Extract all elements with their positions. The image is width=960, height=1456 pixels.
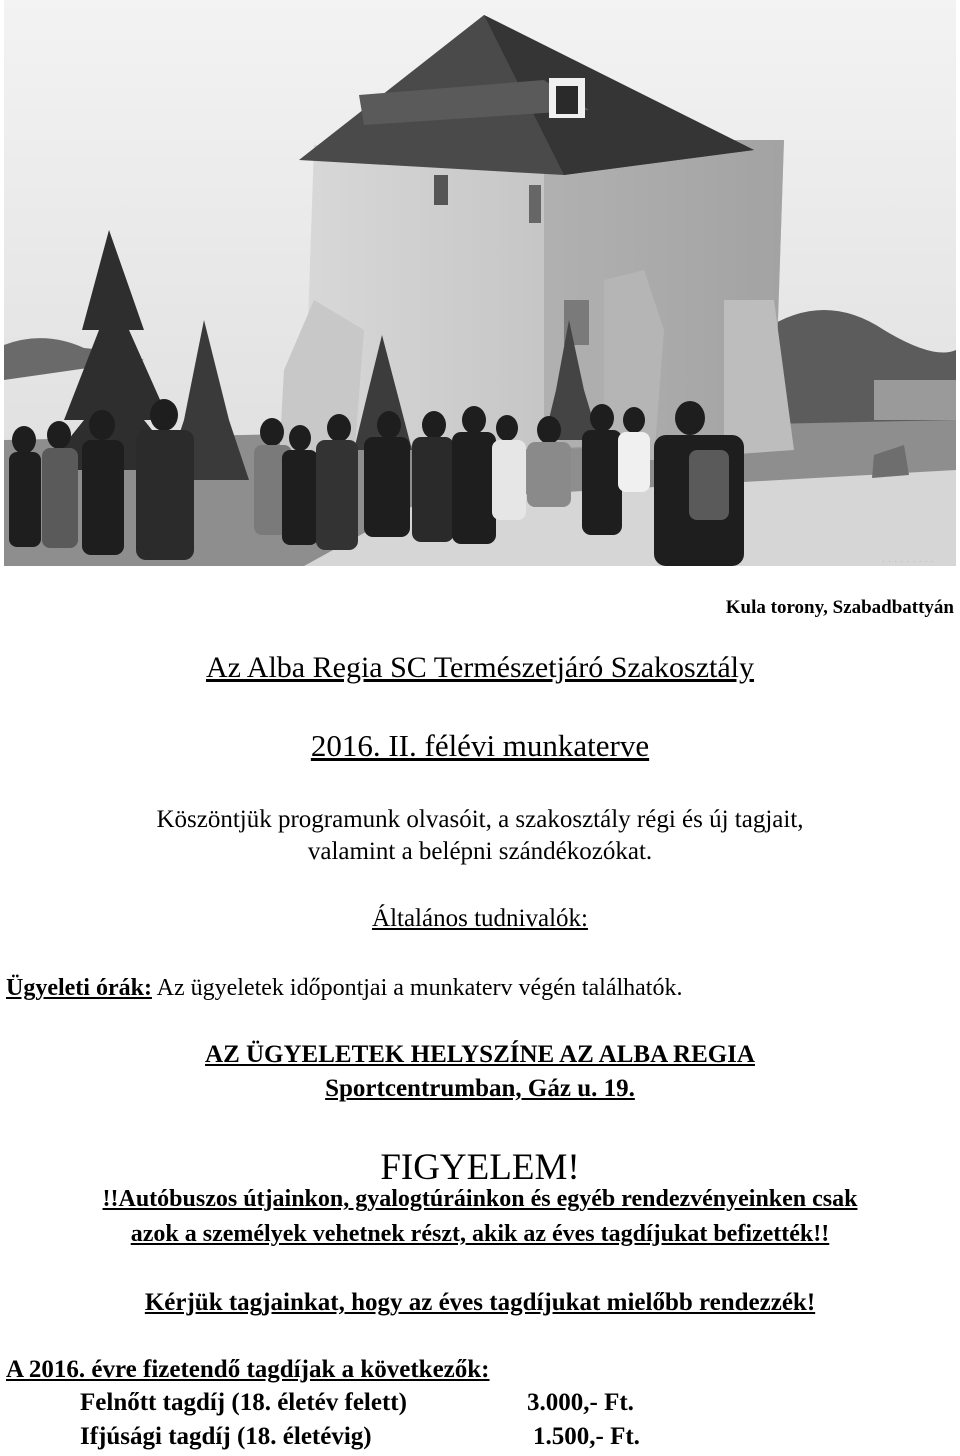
duty-hours-label: Ügyeleti órák:	[6, 975, 152, 1001]
duty-location-line-1: AZ ÜGYELETEK HELYSZÍNE AZ ALBA REGIA	[205, 1041, 755, 1068]
fees-heading: A 2016. évre fizetendő tagdíjak a következők:	[6, 1356, 490, 1383]
notice-heading: FIGYELEM!	[380, 1147, 580, 1188]
duty-hours-paragraph	[6, 975, 682, 1002]
duty-location-line-2: Sportcentrumban, Gáz u. 19.	[325, 1075, 635, 1102]
document-subtitle: 2016. II. félévi munkaterve	[310, 728, 650, 763]
notice-line-1: !!Autóbuszos útjainkon, gyalogtúráinkon és egyéb rendezvényeinken csak	[102, 1186, 858, 1212]
fee-request: Kérjük tagjainkat, hogy az éves tagdíjukat mielőbb rendezzék!	[144, 1289, 816, 1316]
fee-adult-amount: 3.000,- Ft.	[527, 1389, 634, 1416]
general-info-heading: Általános tudnivalók:	[372, 905, 588, 932]
tower-photo	[4, 0, 956, 566]
intro-line-2: valamint a belépni szándékozókat.	[307, 838, 653, 865]
svg-text:· · · · · · · · ·: · · · · · · · · ·	[881, 556, 934, 566]
fee-youth-amount: 1.500,- Ft.	[533, 1423, 640, 1450]
document-title: Az Alba Regia SC Természetjáró Szakosztály	[205, 651, 755, 684]
notice-line-2: azok a személyek vehetnek részt, akik az éves tagdíjukat befizették!!	[130, 1221, 830, 1247]
fee-adult-label: Felnőtt tagdíj (18. életév felett)	[80, 1389, 407, 1416]
photo-caption: Kula torony, Szabadbattyán	[725, 597, 954, 618]
duty-hours-text: Az ügyeletek időpontjai a munkaterv végén találhatók.	[151, 975, 683, 1001]
intro-line-1: Köszöntjük programunk olvasóit, a szakosztály régi és új tagjait,	[156, 806, 804, 833]
fee-youth-label: Ifjúsági tagdíj (18. életévig)	[80, 1423, 372, 1450]
